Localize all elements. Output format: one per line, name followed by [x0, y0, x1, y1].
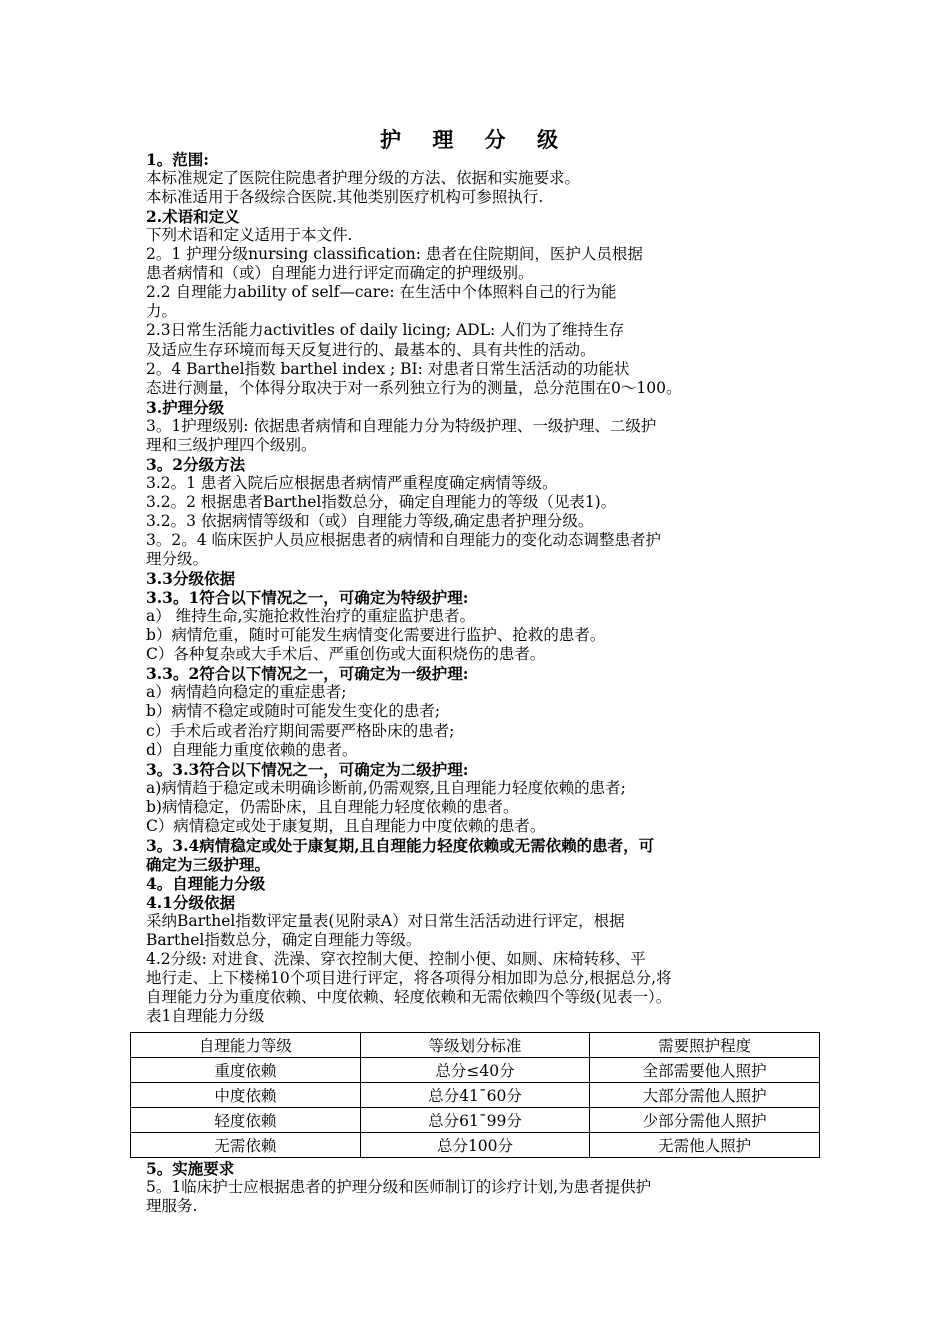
table-row [131, 1058, 820, 1083]
text-line: 患者病情和（或）自理能力进行评定而确定的护理级别。 [146, 264, 534, 283]
text-line: 3.3。2符合以下情况之一，可确定为一级护理: [146, 664, 469, 684]
table-row [131, 1083, 820, 1108]
text-line: 理分级。 [146, 550, 209, 569]
text-line: 态进行测量，个体得分取决于对一系列独立行为的测量，总分范围在0～100。 [146, 378, 682, 397]
table-row [131, 1108, 820, 1133]
text-line: 本标准规定了医院住院患者护理分级的方法、依据和实施要求。 [146, 169, 581, 188]
text-line: a） 维持生命,实施抢救性治疗的重症监护患者。 [146, 607, 476, 626]
table-cell: 全部需要他人照护 [590, 1058, 820, 1083]
table-row [131, 1133, 820, 1158]
text-line: Barthel指数总分，确定自理能力等级。 [146, 931, 422, 950]
text-line: 2。4 Barthel指数 barthel index ; BI: 对患者日常生活活动的功能状 [146, 359, 630, 378]
text-line: 力。 [146, 302, 178, 321]
text-line: C）病情稳定或处于康复期，且自理能力中度依赖的患者。 [146, 816, 546, 835]
text-line: 确定为三级护理。 [146, 854, 271, 874]
text-line: 2。1 护理分级nursing classification: 患者在住院期间，医护人员根据 [146, 245, 643, 264]
text-line: 3.2。2 根据患者Barthel指数总分，确定自理能力的等级（见表1)。 [146, 492, 617, 511]
text-line: b)病情稳定，仍需卧床，且自理能力轻度依赖的患者。 [146, 797, 519, 816]
table-cell: 重度依赖 [131, 1058, 361, 1083]
text-line: 3.3。1符合以下情况之一，可确定为特级护理: [146, 588, 469, 608]
table-header-cell: 等级划分标准 [360, 1033, 590, 1058]
text-line: 本标准适用于各级综合医院.其他类别医疗机构可参照执行. [146, 188, 544, 207]
table-header-cell: 需要照护程度 [590, 1033, 820, 1058]
table-cell: 总分≤40分 [360, 1058, 590, 1083]
text-line: 2.术语和定义 [146, 207, 240, 227]
text-line: 3。1护理级别: 依据患者病情和自理能力分为特级护理、一级护理、二级护 [146, 416, 657, 435]
text-line: 5。1临床护士应根据患者的护理分级和医师制订的诊疗计划,为患者提供护 [146, 1178, 652, 1196]
text-line: 表1自理能力分级 [146, 1007, 265, 1026]
table-cell: 中度依赖 [131, 1083, 361, 1108]
text-line: 2.3日常生活能力activitles of daily licing; ADL: 人们为了维持生存 [146, 321, 625, 340]
text-line: 3。3.4病情稳定或处于康复期,且自理能力轻度依赖或无需依赖的患者，可 [146, 835, 655, 855]
table-cell: 无需他人照护 [590, 1133, 820, 1158]
text-line: 4.2分级: 对进食、洗澡、穿衣控制大便、控制小便、如厕、床椅转移、平 [146, 950, 646, 969]
table-cell: 少部分需他人照护 [590, 1108, 820, 1133]
text-line: c）手术后或者治疗期间需要严格卧床的患者; [146, 721, 455, 740]
text-line: 3.3分级依据 [146, 569, 235, 589]
text-line: 5。实施要求 [146, 1159, 235, 1178]
text-line: 3.2。3 依据病情等级和（或）自理能力等级,确定患者护理分级。 [146, 511, 594, 530]
text-line: 理和三级护理四个级别。 [146, 435, 317, 454]
text-line: 3.2。1 患者入院后应根据患者病情严重程度确定病情等级。 [146, 473, 558, 492]
table-cell: 总分41¯60分 [360, 1083, 590, 1108]
table-header-cell: 自理能力等级 [131, 1033, 361, 1058]
document-title: 护 理 分 级 [380, 127, 570, 152]
text-line: 3。2分级方法 [146, 454, 246, 474]
text-line: b）病情危重，随时可能发生病情变化需要进行监护、抢救的患者。 [146, 626, 606, 645]
text-line: 采纳Barthel指数评定量表(见附录A）对日常生活活动进行评定，根据 [146, 912, 625, 930]
text-line: 地行走、上下楼梯10个项目进行评定，将各项得分相加即为总分,根据总分,将 [146, 969, 672, 988]
table-cell: 轻度依赖 [131, 1108, 361, 1133]
text-line: 3.护理分级 [146, 397, 225, 417]
text-line: 自理能力分为重度依赖、中度依赖、轻度依赖和无需依赖四个等级(见表一）。 [146, 988, 672, 1007]
table-cell: 大部分需他人照护 [590, 1083, 820, 1108]
text-line: b）病情不稳定或随时可能发生变化的患者; [146, 702, 441, 721]
text-line: 4.1分级依据 [146, 892, 235, 912]
text-line: a)病情趋于稳定或未明确诊断前,仍需观察,且自理能力轻度依赖的患者; [146, 778, 626, 797]
text-line: a）病情趋向稳定的重症患者; [146, 683, 347, 702]
table-cell: 总分61¯99分 [360, 1108, 590, 1133]
text-line: 及适应生存环境而每天反复进行的、最基本的、具有共性的活动。 [146, 340, 596, 359]
text-line: d）自理能力重度依赖的患者。 [146, 740, 358, 759]
text-line: 3。2。4 临床医护人员应根据患者的病情和自理能力的变化动态调整患者护 [146, 531, 662, 549]
text-line: 下列术语和定义适用于本文件. [146, 226, 353, 245]
text-line: 理服务. [146, 1197, 198, 1215]
text-line: 1。范围: [146, 150, 210, 169]
text-line: 4。自理能力分级 [146, 873, 266, 893]
self-care-level-table [130, 1032, 820, 1158]
table-cell: 无需依赖 [131, 1133, 361, 1158]
table-header-row [131, 1033, 820, 1058]
text-line: 3。3.3符合以下情况之一，可确定为二级护理: [146, 759, 469, 779]
text-line: 2.2 自理能力ability of self—care: 在生活中个体照料自己的行为能 [146, 283, 617, 302]
table-cell: 总分100分 [360, 1133, 590, 1158]
text-line: C）各种复杂或大手术后、严重创伤或大面积烧伤的患者。 [146, 645, 546, 664]
